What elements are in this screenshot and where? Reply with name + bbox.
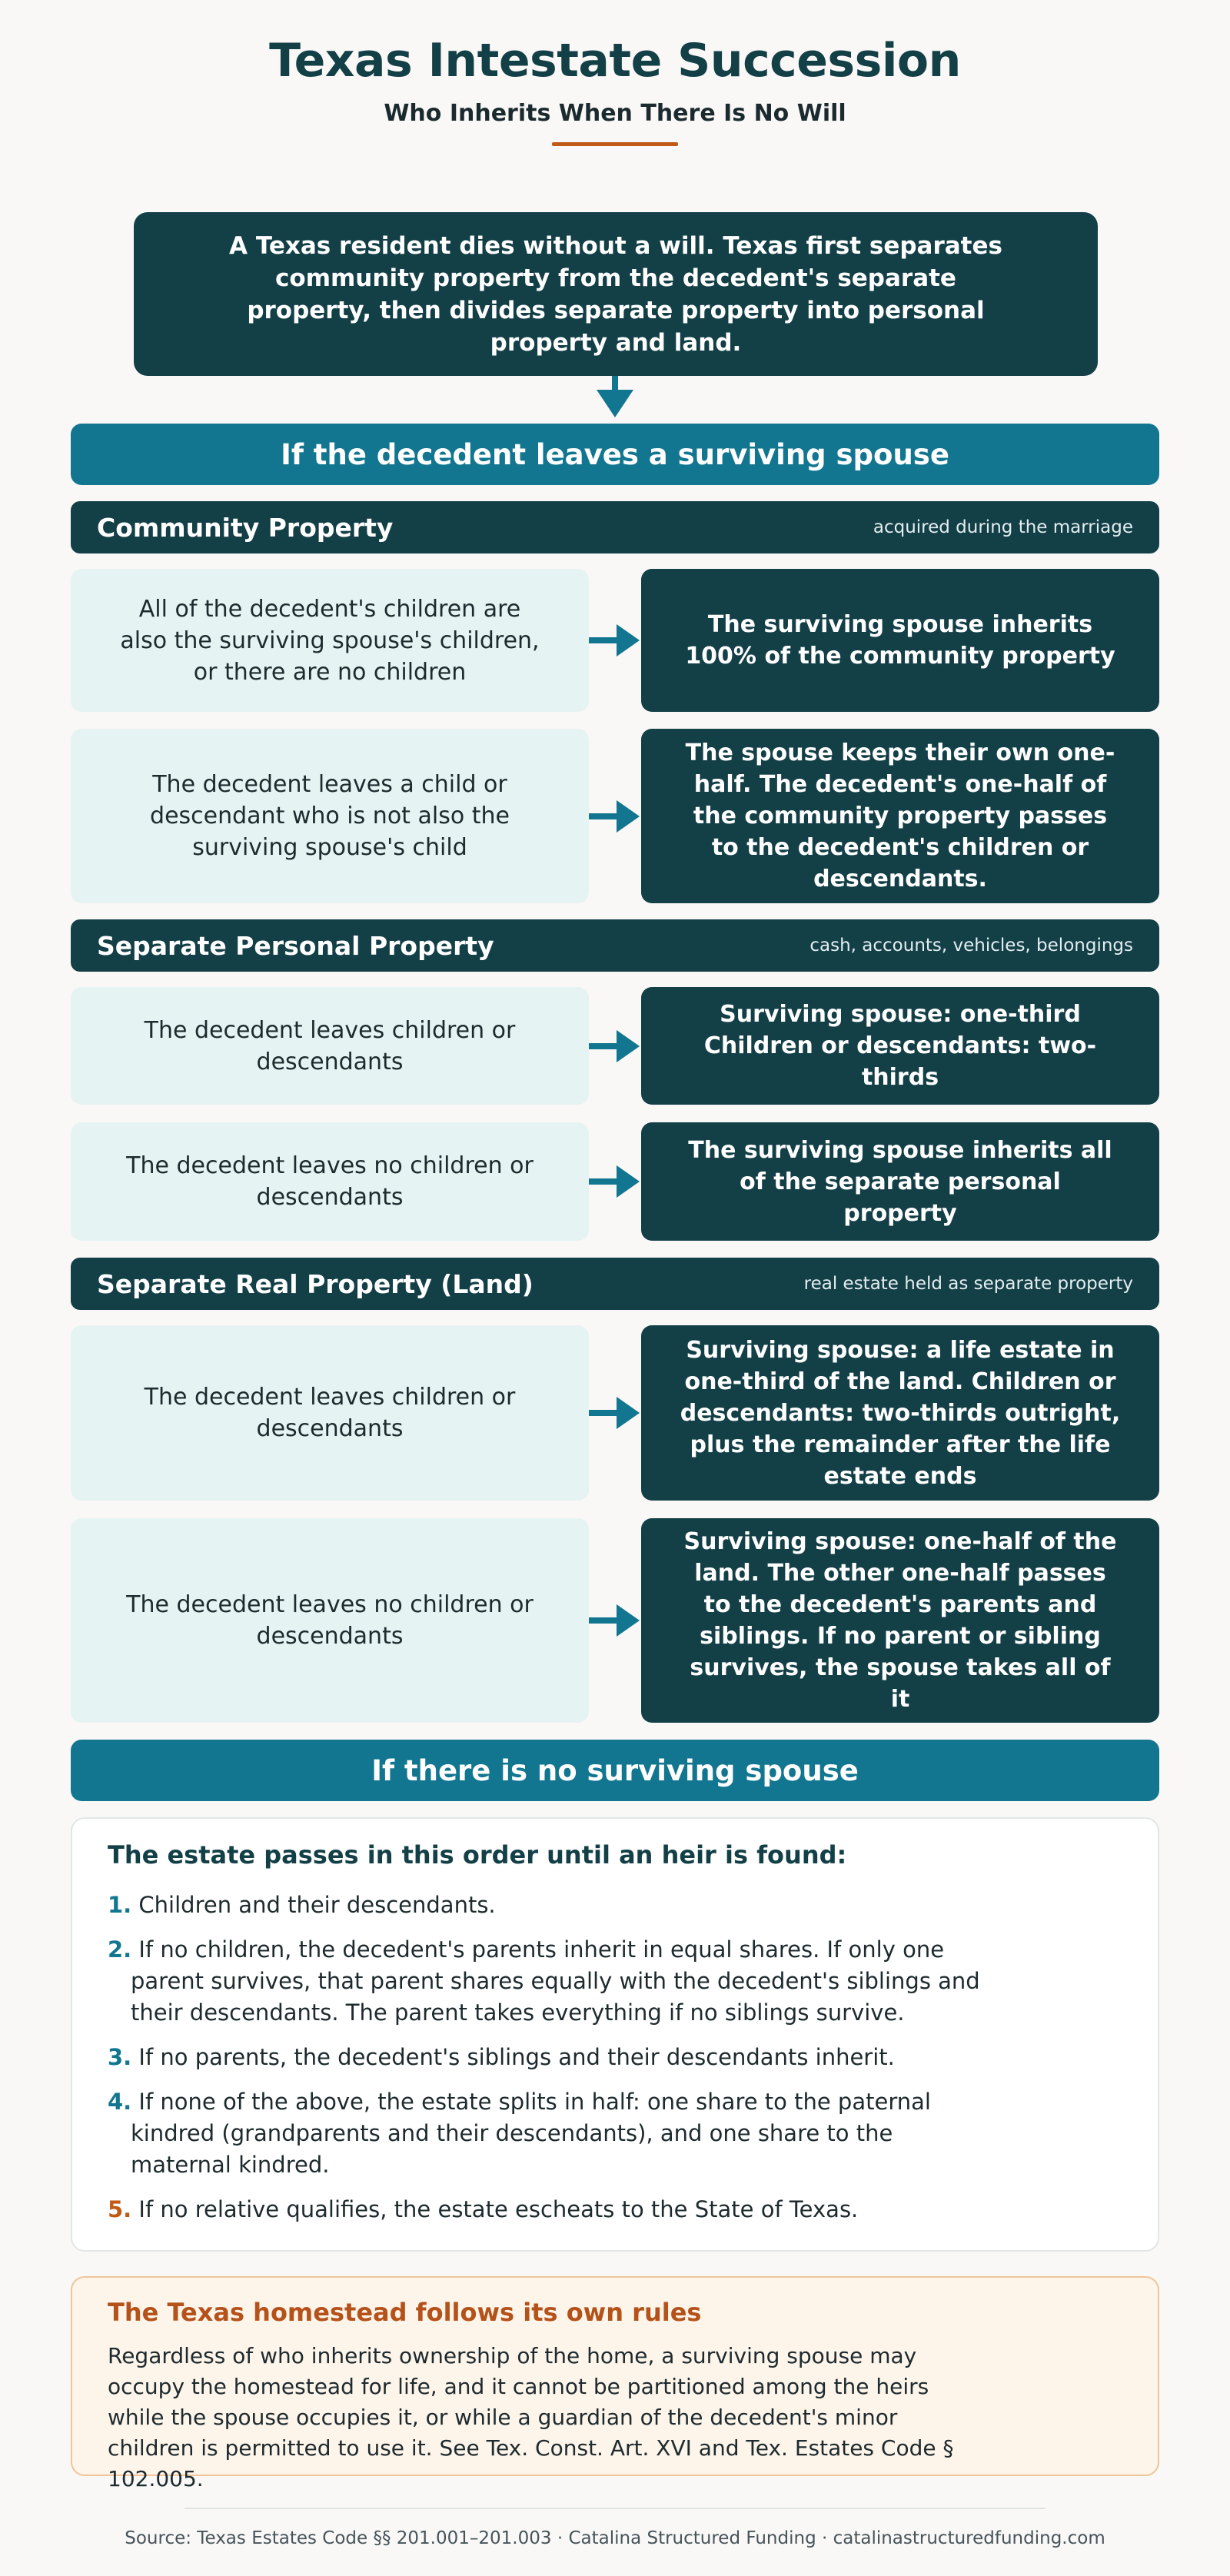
condition-box bbox=[71, 1122, 589, 1241]
result-box bbox=[641, 729, 1159, 903]
result-box bbox=[641, 1518, 1159, 1723]
right-arrow-icon bbox=[589, 1162, 641, 1201]
right-arrow-icon bbox=[589, 1027, 641, 1065]
result-text: Surviving spouse: one-half of the land. The other one-half passes to the decedent's parents and siblings. If no parent or sibling survives, the spouse takes all of it bbox=[683, 1528, 1117, 1713]
intro-box bbox=[134, 212, 1098, 376]
result-box bbox=[641, 1325, 1159, 1501]
section-title: Separate Real Property (Land) bbox=[97, 1268, 534, 1299]
condition-box bbox=[71, 1325, 589, 1501]
list-number: 4. bbox=[108, 2089, 132, 2115]
spouse-banner-label: If the decedent leaves a surviving spouse bbox=[281, 437, 949, 471]
section-note: cash, accounts, vehicles, belongings bbox=[809, 936, 1133, 956]
list-text: If no relative qualifies, the estate escheats to the State of Texas. bbox=[138, 2196, 859, 2222]
title-underline bbox=[552, 142, 678, 146]
result-text: The surviving spouse inherits 100% of the community property bbox=[685, 611, 1115, 670]
section-separate-personal-property bbox=[71, 919, 1159, 972]
list-text: If no children, the decedent's parents inherit in equal shares. If only one parent survives, that parent shares equally with the decedent's siblings and their descendants. The parent takes everything if no siblings survive. bbox=[131, 1936, 980, 2026]
result-text: The spouse keeps their own one-half. The decedent's one-half of the community property passes to the decedent's children or descendants. bbox=[685, 740, 1115, 892]
infographic bbox=[0, 34, 1230, 2576]
result-box bbox=[641, 987, 1159, 1105]
list-number: 5. bbox=[108, 2196, 132, 2222]
condition-box bbox=[71, 1518, 589, 1723]
condition-text: The decedent leaves children or descendants bbox=[144, 1384, 516, 1442]
condition-box bbox=[71, 987, 589, 1105]
list-text: If no parents, the decedent's siblings and their descendants inherit. bbox=[138, 2044, 895, 2070]
condition-text: The decedent leaves children or descendants bbox=[144, 1016, 516, 1075]
condition-text: The decedent leaves a child or descendant who is not also the surviving spouse's child bbox=[150, 771, 510, 861]
condition-text: All of the decedent's children are also the surviving spouse's children, or there are no children bbox=[120, 595, 540, 686]
list-item bbox=[108, 2194, 992, 2225]
condition-text: The decedent leaves no children or descendants bbox=[126, 1152, 534, 1211]
list-number: 1. bbox=[108, 1892, 132, 1918]
result-text: Surviving spouse: one-third Children or descendants: two-thirds bbox=[703, 1001, 1097, 1091]
section-note: real estate held as separate property bbox=[803, 1274, 1133, 1294]
right-arrow-icon bbox=[589, 1601, 641, 1640]
order-heading: The estate passes in this order until an heir is found: bbox=[108, 1840, 847, 1870]
homestead-title: The Texas homestead follows its own rules bbox=[108, 2298, 702, 2327]
succession-order-card bbox=[71, 1817, 1159, 2252]
list-number: 2. bbox=[108, 1936, 132, 1963]
page-title: Texas Intestate Succession bbox=[269, 34, 961, 88]
list-number: 3. bbox=[108, 2044, 132, 2070]
result-text: The surviving spouse inherits all of the separate personal property bbox=[688, 1136, 1112, 1227]
footer-source: Source: Texas Estates Code §§ 201.001–201.003 · Catalina Structured Funding · catalinastructuredfunding.com bbox=[125, 2528, 1105, 2548]
section-separate-real-property bbox=[71, 1258, 1159, 1310]
result-text: Surviving spouse: a life estate in one-third of the land. Children or descendants: two-thirds outright, plus the remainder after the life estate ends bbox=[680, 1336, 1121, 1490]
section-title: Separate Personal Property bbox=[97, 930, 494, 961]
list-text: Children and their descendants. bbox=[138, 1892, 496, 1918]
list-item bbox=[108, 1934, 992, 2029]
result-box bbox=[641, 569, 1159, 712]
no-spouse-banner bbox=[71, 1740, 1159, 1801]
condition-text: The decedent leaves no children or descendants bbox=[126, 1591, 534, 1650]
right-arrow-icon bbox=[589, 621, 641, 660]
result-box bbox=[641, 1122, 1159, 1241]
list-item bbox=[108, 1890, 992, 1921]
list-item bbox=[108, 2086, 992, 2181]
list-text: If none of the above, the estate splits in half: one share to the paternal kindred (grandparents and their descendants), and one share to the maternal kindred. bbox=[131, 2089, 931, 2178]
footer-divider bbox=[184, 2508, 1046, 2509]
section-title: Community Property bbox=[97, 512, 394, 543]
page-subtitle: Who Inherits When There Is No Will bbox=[384, 100, 846, 127]
list-item bbox=[108, 2042, 992, 2073]
down-arrow-icon bbox=[593, 376, 637, 419]
no-spouse-banner-label: If there is no surviving spouse bbox=[371, 1753, 859, 1787]
section-note: acquired during the marriage bbox=[873, 517, 1133, 537]
condition-box bbox=[71, 569, 589, 712]
homestead-text: Regardless of who inherits ownership of the home, a surviving spouse may occupy the homestead for life, and it cannot be partitioned among the heirs while the spouse occupies it, or while a guardian of the decedent's minor children is permitted to use it. See Tex. Const. Art. XVI and Tex. Estates Code § 102.005. bbox=[108, 2343, 954, 2491]
condition-box bbox=[71, 729, 589, 903]
spouse-banner bbox=[71, 424, 1159, 485]
section-community-property bbox=[71, 501, 1159, 553]
right-arrow-icon bbox=[589, 1394, 641, 1432]
intro-text: A Texas resident dies without a will. Texas first separates community property from the decedent's separate property, then divides separate property into personal property and land. bbox=[229, 231, 1002, 357]
homestead-card bbox=[71, 2276, 1159, 2491]
right-arrow-icon bbox=[589, 797, 641, 836]
